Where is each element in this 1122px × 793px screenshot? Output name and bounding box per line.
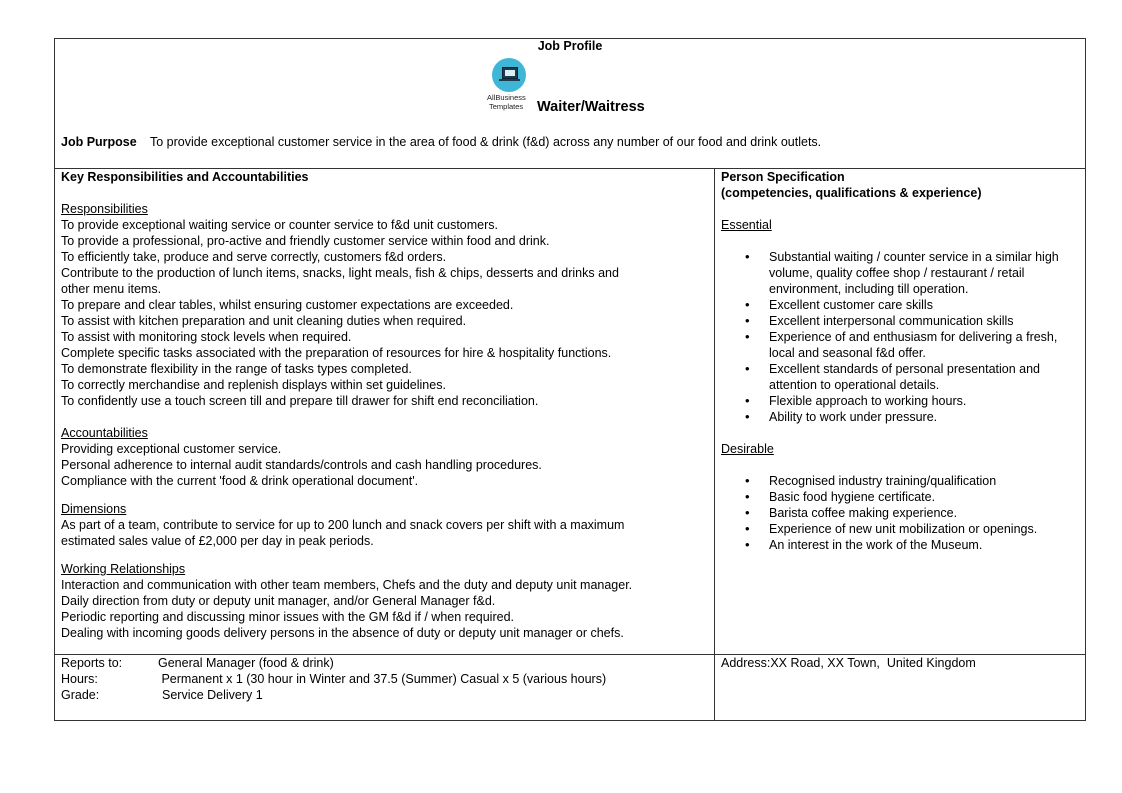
- desirable-item: • Basic food hygiene certificate.: [721, 489, 1079, 505]
- desirable-label: Desirable: [721, 442, 774, 456]
- responsibility-line: To prepare and clear tables, whilst ensuring customer expectations are exceeded.: [61, 298, 514, 312]
- responsibility-line: other menu items.: [61, 282, 162, 296]
- job-purpose: [61, 135, 821, 149]
- responsibility-line: To demonstrate flexibility in the range of tasks types completed.: [61, 362, 412, 376]
- responsibility-line: To assist with kitchen preparation and unit cleaning duties when required.: [61, 314, 467, 328]
- accountabilities-list: [61, 441, 708, 489]
- dimensions-list: [61, 517, 708, 549]
- responsibility-line: To provide exceptional waiting service or counter service to f&d unit customers.: [61, 218, 499, 232]
- header-section: [55, 39, 1085, 169]
- relationship-line: Periodic reporting and discussing minor issues with the GM f&d if / when required.: [61, 610, 514, 624]
- responsibility-line: Complete specific tasks associated with the preparation of resources for hire & hospitality functions.: [61, 346, 612, 360]
- working-relationships-list: [61, 577, 708, 641]
- responsibility-line: To provide a professional, pro-active and friendly customer service within food and drink.: [61, 234, 550, 248]
- working-relationships-label: Working Relationships: [61, 562, 186, 576]
- desirable-item: • Barista coffee making experience.: [721, 505, 1079, 521]
- role-details: [55, 655, 715, 720]
- accountabilities-label: Accountabilities: [61, 426, 148, 440]
- job-title: Waiter/Waitress: [537, 99, 645, 115]
- responsibilities-list: [61, 217, 708, 409]
- reports-to-value: General Manager (food & drink): [158, 656, 334, 670]
- relationship-line: Interaction and communication with other team members, Chefs and the duty and deputy unit manager.: [61, 578, 633, 592]
- key-responsibilities-heading: Key Responsibilities and Accountabilities: [61, 170, 309, 184]
- person-spec-heading: Person Specification: [721, 170, 845, 184]
- relationship-line: Daily direction from duty or deputy unit manager, and/or General Manager f&d.: [61, 594, 496, 608]
- essential-list: [721, 249, 1079, 425]
- reports-to-row: [61, 655, 708, 671]
- responsibilities-column: [55, 169, 715, 654]
- grade-row: [61, 687, 708, 703]
- document-title: Job Profile: [537, 39, 603, 53]
- essential-item: • Ability to work under pressure.: [721, 409, 1079, 425]
- accountability-line: Compliance with the current 'food & drink operational document'.: [61, 474, 419, 488]
- grade-value: Service Delivery 1: [162, 688, 263, 702]
- responsibility-line: To assist with monitoring stock levels when required.: [61, 330, 352, 344]
- essential-label: Essential: [721, 218, 772, 232]
- job-profile-table: [54, 38, 1086, 721]
- accountability-line: Providing exceptional customer service.: [61, 442, 282, 456]
- person-spec-subheading: (competencies, qualifications & experience): [721, 186, 982, 200]
- essential-item: • Excellent standards of personal presentation and attention to operational details.: [721, 361, 1079, 393]
- hours-row: [61, 671, 708, 687]
- essential-item: • Experience of and enthusiasm for delivering a fresh, local and seasonal f&d offer.: [721, 329, 1079, 361]
- address-text: Address:XX Road, XX Town, United Kingdom: [721, 656, 976, 670]
- address-cell: [715, 655, 1085, 720]
- relationship-line: Dealing with incoming goods delivery persons in the absence of duty or deputy unit manager or chefs.: [61, 626, 624, 640]
- job-purpose-text: To provide exceptional customer service in the area of food & drink (f&d) across any number of our food and drink outlets.: [149, 135, 822, 149]
- footer-section: [55, 655, 1085, 720]
- responsibility-line: To correctly merchandise and replenish displays within set guidelines.: [61, 378, 446, 392]
- dimensions-label: Dimensions: [61, 502, 127, 516]
- desirable-item: • Recognised industry training/qualification: [721, 473, 1079, 489]
- accountability-line: Personal adherence to internal audit standards/controls and cash handling procedures.: [61, 458, 542, 472]
- essential-item: • Excellent customer care skills: [721, 297, 1079, 313]
- reports-to-label: Reports to:: [61, 656, 123, 670]
- company-logo: [487, 58, 539, 114]
- essential-item: • Excellent interpersonal communication skills: [721, 313, 1079, 329]
- desirable-list: [721, 473, 1079, 553]
- hours-label: Hours:: [61, 672, 98, 686]
- dimension-line: As part of a team, contribute to service for up to 200 lunch and snack covers per shift with a maximum: [61, 518, 625, 532]
- essential-item: • Flexible approach to working hours.: [721, 393, 1079, 409]
- responsibility-line: To confidently use a touch screen till and prepare till drawer for shift end reconciliation.: [61, 394, 539, 408]
- laptop-icon: [492, 58, 526, 92]
- main-section: [55, 169, 1085, 655]
- dimension-line: estimated sales value of £2,000 per day in peak periods.: [61, 534, 374, 548]
- responsibilities-label: Responsibilities: [61, 202, 148, 216]
- logo-text: AllBusiness Templates: [487, 93, 526, 111]
- essential-item: • Substantial waiting / counter service in a similar high volume, quality coffee shop / restaurant / retail environment, including till operation.: [721, 249, 1079, 297]
- desirable-item: • An interest in the work of the Museum.: [721, 537, 1079, 553]
- job-purpose-label: Job Purpose: [61, 135, 137, 149]
- responsibility-line: To efficiently take, produce and serve correctly, customers f&d orders.: [61, 250, 447, 264]
- hours-value: Permanent x 1 (30 hour in Winter and 37.5 (Summer) Casual x 5 (various hours): [158, 672, 607, 686]
- person-specification-column: [715, 169, 1085, 654]
- grade-label: Grade:: [61, 688, 100, 702]
- responsibility-line: Contribute to the production of lunch items, snacks, light meals, fish & chips, desserts and drinks and: [61, 266, 619, 280]
- desirable-item: • Experience of new unit mobilization or openings.: [721, 521, 1079, 537]
